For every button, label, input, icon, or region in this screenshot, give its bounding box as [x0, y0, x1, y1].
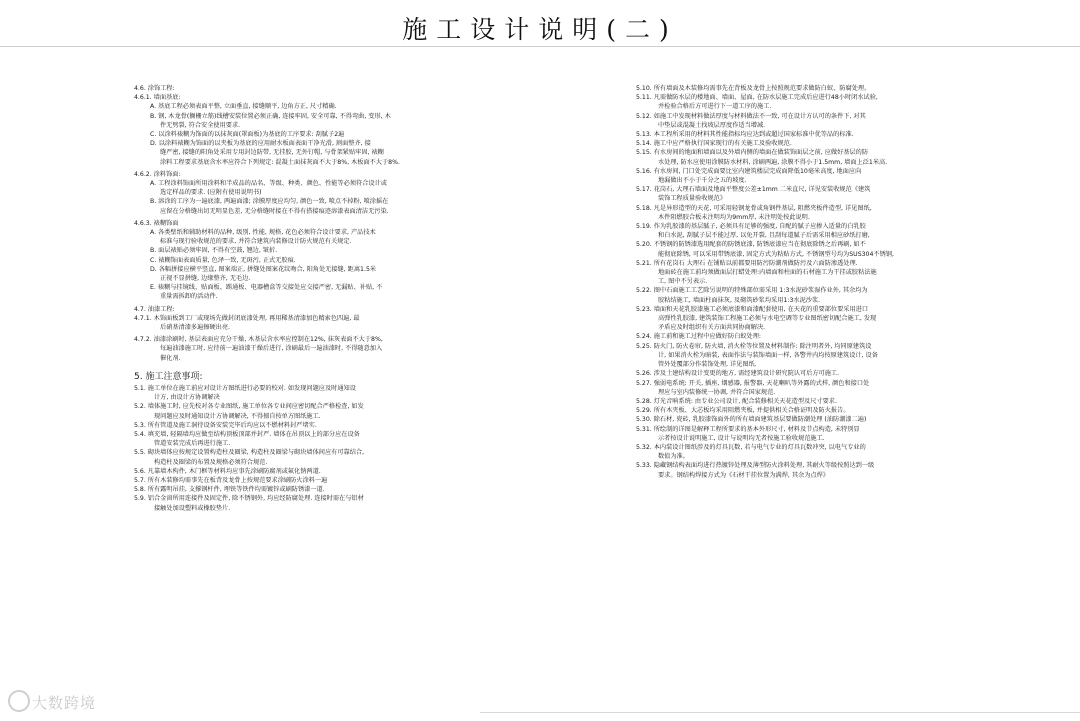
note-line: B. 面层裱贴必须牢固, 不得有空鼓, 翘边, 皱折.: [150, 247, 278, 255]
note-line: 5.15. 有水房间的地面和墙面以及外墙内侧的墙面在做装饰面层之前, 应做好基层的防: [636, 149, 869, 157]
watermark-text: 大数跨境: [32, 694, 97, 712]
note-line: A. 各类壁纸和辅助材料的品种, 级别, 性能, 规格, 花色必须符合设计要求, 产品技术: [150, 229, 376, 237]
note-line: 并检验合格后方可进行下一道工序的施工.: [658, 103, 772, 111]
note-line: 5.29. 所有木夹板、大芯板均采用阻燃夹板, 并提供相关合格证明及防火报告。: [636, 407, 850, 415]
note-line: 装饰工程质量验收规范》: [658, 195, 727, 203]
note-line: 矛盾应及时组织有关方面共同协商解决.: [658, 324, 766, 332]
note-line: B. 钢, 木龙骨(搁栅立筋)线槽安装位置必须正确, 连接牢固, 安全可靠, 不得弯曲, 变形, 木: [150, 112, 391, 120]
note-line: 5.5. 砌块墙体应按规定设置构造柱及圈梁, 构造柱及圈梁与砌块墙体间应有可靠结合,: [134, 449, 365, 457]
notes-column-left: [134, 84, 426, 513]
note-line: C. 以涂料裱糊为饰面的以抹灰面(罩面板)为基底的工序要求: 刮腻子2遍: [150, 131, 345, 139]
note-line: 5.23. 墙面和天花乳胶漆施工必须底漆和面漆配套使用, 在天花的重要部位要采用进口: [636, 305, 869, 313]
notes-column-right: [636, 84, 956, 480]
note-line: 高弹性乳胶漆, 建筑装饰工程施工必须与水电空调等专业图纸密切配合施工, 发现: [658, 315, 877, 323]
note-line: 应留在分格缝出切无明显色差, 无分格缝时接在不得有搭接痕迹溶漆表面清洁无污染.: [160, 207, 389, 215]
note-line: 计, 如果消火栓为暗装, 表面作法与装饰墙面一样, 各警井内均按原建筑设计, 设备: [658, 351, 878, 359]
note-line: 5.18. 凡是异形造型的天花, 可采用轻钢龙骨或角钢件基层, 阻燃夹板件造型, 详见图纸,: [636, 204, 872, 212]
note-line: 5.30. 除石材, 瓷砖, 乳胶漆饰面外的所有墙面建筑基层要做防潮处理 (油防潮漆二遍): [636, 416, 867, 424]
sheet-border-top: [0, 46, 1080, 47]
note-line: 正视不显拼缝, 边缘整齐, 无毛边.: [160, 275, 251, 283]
note-line: D. 以涂料裱糊为饰面的以夹板为基底的应用耐水板面表面干净光滑, 割面整齐, 接: [150, 140, 371, 148]
note-line: 5.22. 图中石面施工工艺除另说明的特殊部位需采用 1:3水泥砂浆湿作业外, 其余均为: [636, 287, 868, 295]
note-line: 工, 图中不另表示.: [658, 278, 708, 286]
note-line: 4.6.2. 涂料饰面:: [134, 170, 181, 178]
note-line: 5.25. 防火门, 防火卷帘, 防火墙, 消火栓等位置及材料制作: 除注明者外, 均同原建筑设: [636, 342, 872, 350]
note-line: 5.16. 有水房间, 门口处完成面要比室内建筑楼层完成面降低10毫米高度, 地面应向: [636, 167, 862, 175]
note-line: 5. 施工注意事项:: [134, 371, 203, 382]
note-line: 4.6. 涂饰工程:: [134, 85, 175, 92]
note-line: 5.21. 所有花岗石 大理石 在铺贴以前都要用防污防潮剂做防污及六面防渗透处理.: [636, 259, 858, 267]
note-line: 5.19. 作为乳胶漆的基层腻子, 必须具有足够的强度, 自配的腻子应掺入适量的白乳胶: [636, 223, 866, 231]
note-line: 5.20. 不锈钢的防锈漆选用配套的防锈底漆, 防锈底漆应当在彻底除锈之后再刷, 如不: [636, 241, 866, 249]
note-line: 涂料工程要求基底含水率应符合下列规定: 混凝土面抹灰面不大于8%, 木板面不大于8%.: [160, 158, 400, 166]
note-line: 5.27. 强弱电系统: 开关, 插座, 烟感器, 报警器, 天花喇叭等外露的式样, 颜色和接口处: [636, 379, 870, 387]
note-line: 中垫层或混凝土找坡层厚度作适当增减.: [658, 121, 766, 129]
note-line: C. 裱糊饰面表面质量, 色泽一致, 无斑污, 正式无胶痕.: [150, 256, 296, 264]
note-line: 选定样品的要求. (应附有使用说明书): [160, 189, 262, 197]
note-line: 地漏做出不小于千分之五的坡度.: [658, 177, 747, 185]
note-line: 管道安装完成后再进行施工.: [154, 440, 231, 448]
note-line: 5.31. 所绘制的详图是解释工程所要求的基本外形尺寸, 材料及节点构造, 未特别显: [636, 425, 860, 433]
note-line: 5.6. 凡靠墙木构件, 木门框等材料均应事先涂刷防腐剂或氟化钠两道.: [134, 467, 321, 475]
page-title: 施工设计说明(二): [402, 15, 678, 44]
note-line: 要求。钢结构焊接方式为《石材干挂位置为满焊, 其余为点焊》: [658, 471, 829, 479]
note-line: 重量需拆卸的活动件.: [160, 293, 218, 301]
note-line: 计方, 由设计方协调解决: [154, 394, 220, 402]
note-line: 5.13. 本工程所采用的材料其性能指标均应达到或超过国家标准中优等品的标准.: [636, 131, 854, 139]
note-line: 理应与室内装修统一协调, 并符合国家规范.: [658, 388, 776, 396]
note-line: B. 溶涂的工序为一遍底漆, 两遍面漆; 涂膜厚度应均匀, 颜色一致, 喷点不掉粉, 喷涂摇在: [150, 198, 389, 206]
note-line: A. 工程涂料饰面所用涂料和半成品的品名、等级、种类、颜色、性能等必须符合设计或: [150, 180, 387, 188]
note-line: 地面砖在施工前均须做面层打蜡处理:内墙面和柱面的石材施工为干挂或胶粘法施: [658, 269, 877, 277]
note-line: 4.6.1. 墙面基底:: [134, 94, 181, 102]
note-line: 后硝基清漆多遍擦硬出亮.: [160, 324, 231, 332]
note-line: 5.17. 花岗石, 大理石墙面及地面平整度公差±1mm 二米直尺, 详见安装收规范《建筑: [636, 186, 871, 194]
note-line: 管外处覆部分作装饰处理, 详见图纸.: [658, 361, 757, 369]
note-line: 5.4. 填充墙, 轻隔墙均应做至结构顶板顶部并封严. 墙体在吊顶以上的部分应在设备: [134, 430, 360, 438]
note-line: 标准与现行验收规范的要求, 并符合建筑内装修设计防火规范有关规定.: [160, 238, 352, 246]
note-line: 5.24. 施工前和施工过程中应做好防白蚁处理:: [636, 333, 761, 341]
note-line: 示者按设计说明施工, 设计与说明均无者按施工验收规范施工.: [658, 434, 825, 442]
note-line: 水处理, 防水应使用涂膜防水材料, 涂刷两遍, 涂膜不得小于1.5mm, 墙面上泛1米高.: [658, 158, 888, 166]
note-line: E. 裱糊与挂镜线、贴面板、踢通板、电器槽盒等交接处应交接严密, 无漏贴、补贴, 不: [150, 284, 383, 292]
note-line: 5.14. 施工中应严格执行国家现行的有关施工及验收规范.: [636, 140, 792, 148]
note-line: 现问题应及时通知设计方协调解决, 不得擅自按单方图纸施工.: [154, 412, 321, 420]
note-line: 5.10. 所有墙面及木装修均需事先在背板及龙骨上按照规范要求做防白蚁、防腐处理。: [636, 85, 871, 92]
note-line: 5.32. 本内装设计图纸涉及的灯具瓦数, 若与电气专业的灯具瓦数冲突, 以电气专业的: [636, 443, 866, 451]
note-line: 4.7.1. 木饰面板到工厂或现场先做封闭底漆处理, 再用稀基清漆加色精索色四遍, 最: [134, 314, 360, 322]
note-line: 能彻底除锈, 可以采用带锈底漆, 固定方式为粘贴方式, 不锈钢型号均为SUS304不锈钢,: [658, 250, 894, 258]
note-line: 木件阻燃胶合板未注明均为9mm厚, 未注明处按此说明.: [658, 213, 810, 221]
sheet-border-bottom: [480, 712, 1080, 719]
note-line: 5.26. 涉及土建结构设计变更的地方, 需经建筑设计研究院认可后方可施工.: [636, 370, 840, 378]
note-line: 5.7. 所有木装修均需事先在板背及龙骨上按规范要求涂刷防火涂料一遍: [134, 476, 328, 484]
note-line: 胶粘结施工, 墙面柱面抹灰, 及砌筑砂浆均采用1:3水泥沙浆.: [658, 296, 821, 304]
note-line: 5.1. 施工单位在施工前应对设计方图纸进行必要的校对. 如发现问题应及时通知设: [134, 384, 356, 392]
note-line: 5.8. 所有露明吊挂, 支撑钢杆件, 埋铁等铁件均需镀锌或刷防锈漆一道.: [134, 486, 325, 494]
note-line: 缝严密, 接缝的阳角处采用专用封边防带, 无挂胶, 无外钉帽, 与骨架紧贴牢固, 裱糊: [160, 149, 384, 157]
note-line: A. 基底工程必须表面平整, 立面垂直, 接缝顺平, 边角方正, 尺寸精确.: [150, 103, 337, 111]
note-line: 催化剂.: [160, 354, 181, 362]
note-line: 4.7. 油漆工程:: [134, 305, 175, 313]
watermark-logo-icon: [8, 690, 30, 712]
note-line: 件无劈裂, 符合安全使用要求.: [160, 121, 241, 129]
note-line: 每遍油漆施工时, 应待前一遍油漆干燥后进行, 涂刷最后一遍油漆时, 不得随意加入: [160, 345, 383, 353]
note-line: 4.6.3. 裱糊饰面: [134, 219, 179, 227]
note-line: 构造柱及圈梁的布置及规格必须符合规范.: [154, 458, 268, 466]
note-line: 5.2. 墙体施工时, 应先校对各专业图纸, 施工单位各专业间应密切配合严格检查, 如发: [134, 403, 364, 411]
note-line: 5.11. 凡需做防水层的楼地面、墙面、屋面, 在防水层施工完成后应进行48小时闭水试验,: [636, 94, 878, 102]
note-line: 5.3. 所有管道及施工洞待设备安装完毕后均应以不燃材料封严堵实.: [134, 421, 317, 429]
note-line: 4.7.2. 油漆涂刷时, 基层表面应充分干燥, 木基层含水率应控制在12%, 抹灰表面不大于8%,: [134, 336, 383, 344]
note-line: D. 各幅拼接应横平竖直, 图案端正, 拼缝处图案花纹吻合, 阳角处无接缝, 距离1.5米: [150, 265, 377, 273]
note-line: 5.9. 铝合金窗所用连接件及固定件, 除不锈钢外, 均应经防腐处理. 连接时需在与铝材: [134, 495, 364, 503]
note-line: 5.28. 灯光音响系统: 由专业公司设计, 配合装修相关天花造型及尺寸要求.: [636, 397, 837, 405]
note-line: 5.33. 隐藏钢结构表面均进行热镀锌处理及薄型防火涂料处理, 其耐火等级按照达到一级: [636, 462, 875, 470]
note-line: 接触处加设塑料或橡胶垫片.: [154, 504, 231, 512]
note-line: 5.12. 如施工中发现材料做法厚度与材料做法不一致, 可在设计方认可的条件下, 对其: [636, 112, 866, 120]
note-line: 和白水泥, 刮腻子层不能过厚, 以免开裂, 且刮每道腻子后需采用相应砂纸打磨,: [658, 232, 870, 240]
note-line: 数值为准。: [658, 453, 689, 461]
